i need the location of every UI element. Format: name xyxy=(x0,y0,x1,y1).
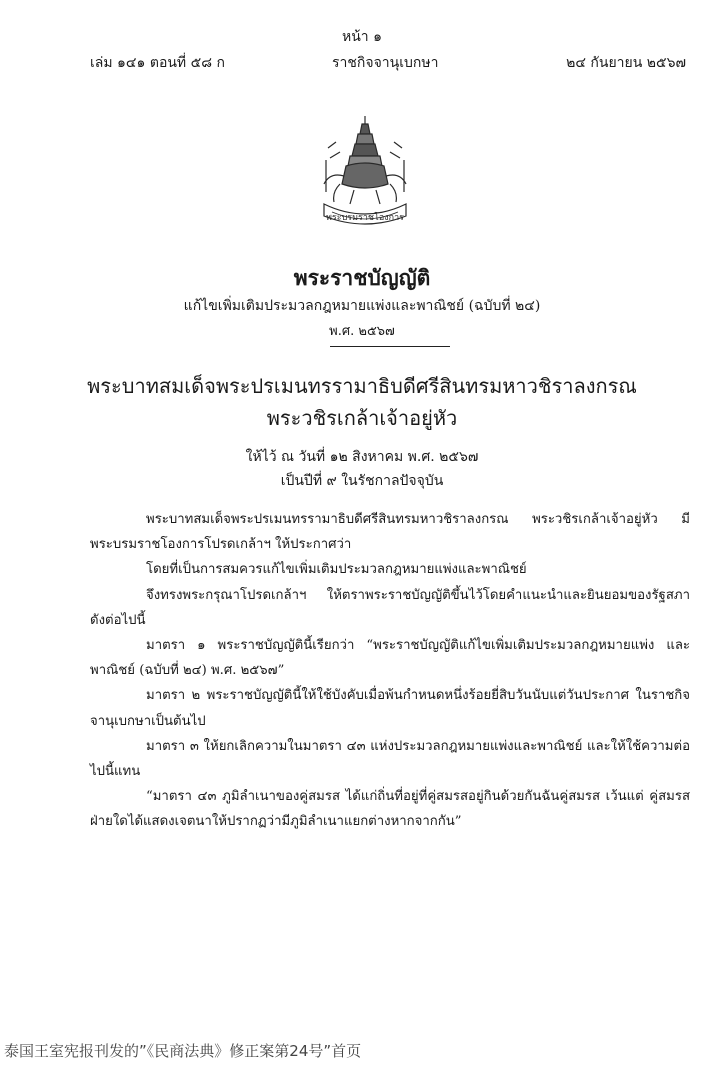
page-number: หน้า ๑ xyxy=(342,29,382,45)
section-3-paragraph: มาตรา ๓ ให้ยกเลิกความในมาตรา ๔๓ แห่งประมวลกฎหมายแพ่งและพาณิชย์ และให้ใช้ความต่อไปนี้แทน xyxy=(90,738,690,780)
act-subtitle: แก้ไขเพิ่มเติมประมวลกฎหมายแพ่งและพาณิชย์ (ฉบับที่ ๒๔) xyxy=(183,298,541,314)
act-body xyxy=(90,507,690,835)
gazette-name: ราชกิจจานุเบกษา xyxy=(332,55,439,71)
act-title: พระราชบัญญัติ xyxy=(293,265,431,290)
section-1-paragraph: มาตรา ๑ พระราชบัญญัตินี้เรียกว่า “พระราชบัญญัติแก้ไขเพิ่มเติมประมวลกฎหมายแพ่ง และพาณิชย์ (ฉบับที่ ๒๔) พ.ศ. ๒๕๖๗” xyxy=(90,638,690,679)
gazette-header xyxy=(90,52,686,74)
reason-paragraph: โดยที่เป็นการสมควรแก้ไขเพิ่มเติมประมวลกฎหมายแพ่งและพาณิชย์ xyxy=(146,562,527,578)
emblem-inscription: พระบรมราชโองการ xyxy=(325,213,405,223)
given-date: ให้ไว้ ณ วันที่ ๑๒ สิงหาคม พ.ศ. ๒๕๖๗ xyxy=(245,449,479,465)
section-2-paragraph: มาตรา ๒ พระราชบัญญัตินี้ให้ใช้บังคับเมื่อพ้นกำหนดหนึ่งร้อยยี่สิบวันนับแต่วันประกาศ ในราชกิจจานุเบกษาเป็นต้นไป xyxy=(90,688,690,729)
king-name-line2: พระวชิรเกล้าเจ้าอยู่หัว xyxy=(266,406,458,430)
garuda-emblem-icon xyxy=(310,112,420,232)
act-year: พ.ศ. ๒๕๖๗ xyxy=(329,324,395,339)
title-divider xyxy=(330,346,450,347)
reign-year: เป็นปีที่ ๙ ในรัชกาลปัจจุบัน xyxy=(280,473,444,489)
volume-issue: เล่ม ๑๔๑ ตอนที่ ๕๘ ก xyxy=(90,55,225,71)
king-name-line1: พระบาทสมเด็จพระปรเมนทรรามาธิบดีศรีสินทรมหาวชิราลงกรณ xyxy=(87,374,637,398)
section-43-paragraph: “มาตรา ๔๓ ภูมิลำเนาของคู่สมรส ได้แก่ถิ่นที่อยู่ที่คู่สมรสอยู่กินด้วยกันฉันคู่สมรส เว้นแต่ คู่สมรสฝ่ายใดได้แสดงเจตนาให้ปรากฏว่ามีภูมิลำเนาแยกต่างหากจากกัน” xyxy=(90,789,690,830)
image-caption: 泰国王室宪报刊发的”《民商法典》修正案第24号”首页 xyxy=(4,1042,362,1060)
enactment-paragraph: จึงทรงพระกรุณาโปรดเกล้าฯ ให้ตราพระราชบัญญัติขึ้นไว้โดยคำแนะนำและยินยอมของรัฐสภา ดังต่อไปนี้ xyxy=(90,587,690,628)
preamble-paragraph: พระบาทสมเด็จพระปรเมนทรรามาธิบดีศรีสินทรมหาวชิราลงกรณ พระวชิรเกล้าเจ้าอยู่หัว มีพระบรมราชโองการโปรดเกล้าฯ ให้ประกาศว่า xyxy=(90,512,690,553)
publish-date: ๒๔ กันยายน ๒๕๖๗ xyxy=(566,55,686,71)
